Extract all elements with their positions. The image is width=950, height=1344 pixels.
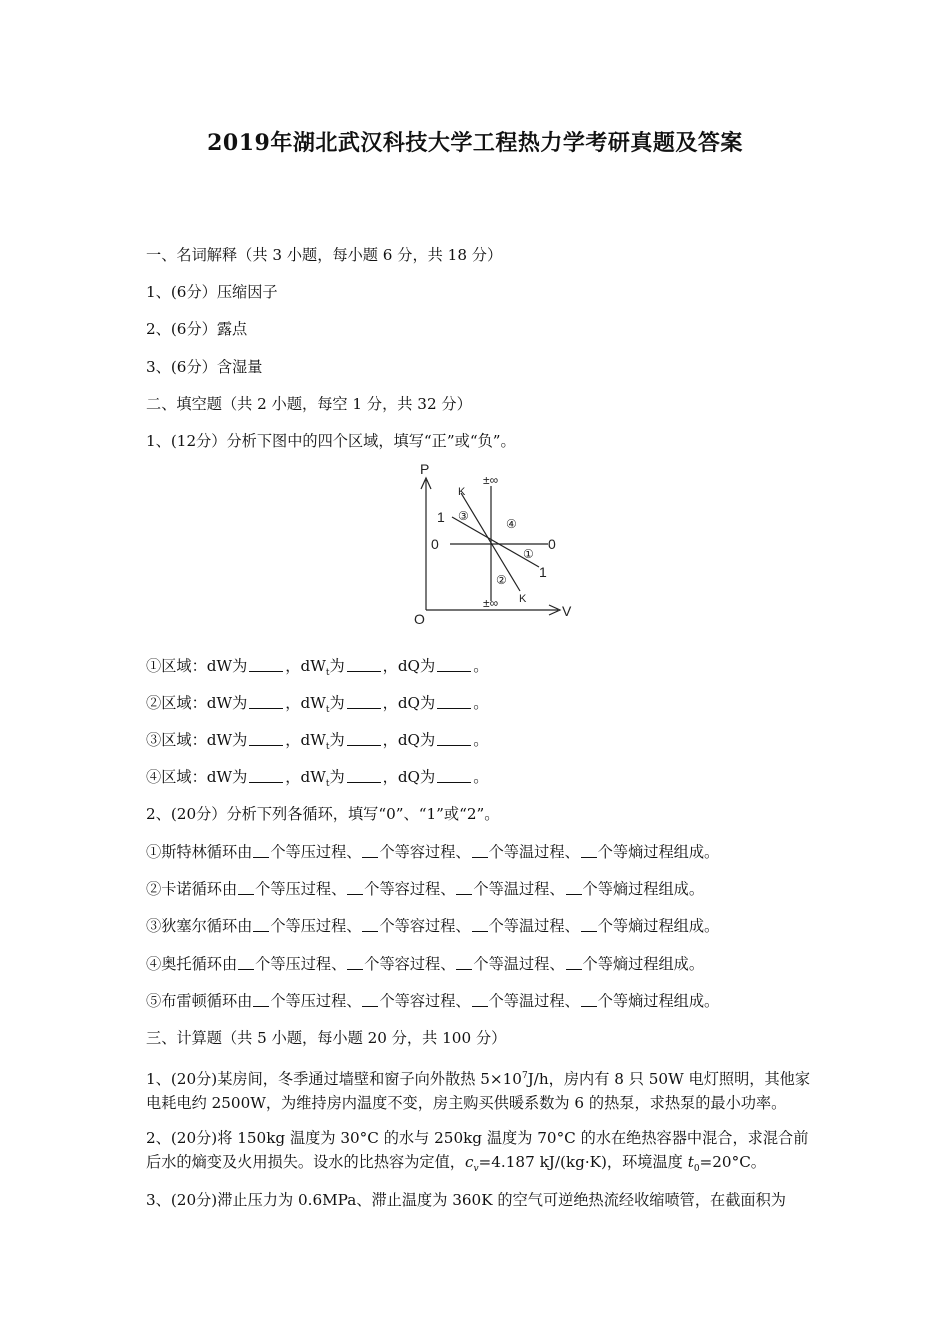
isothermal-blank[interactable] [472, 992, 488, 1007]
dw-blank[interactable] [249, 731, 283, 746]
dw-suffix: 为 [232, 768, 248, 786]
cycle-name: ②卡诺循环由 [146, 880, 238, 898]
calc-problem-3: 3、(20分)滞止压力为 0.6MPa、滞止温度为 360K 的空气可逆绝热流经收缩喷管，在截面积为 [146, 1191, 786, 1209]
isentropic-text: 个等熵过程组成。 [582, 880, 704, 898]
dw-suffix: 为 [232, 694, 248, 712]
section2-question-1: 1、(12分）分析下图中的四个区域，填写“正”或“负”。 [146, 432, 516, 450]
cycle-name: ④奥托循环由 [146, 955, 238, 973]
cycle-row-5 [146, 990, 719, 1012]
cycle-name: ⑤布雷顿循环由 [146, 992, 253, 1010]
dw-symbol: dW [206, 694, 233, 712]
isentropic-text: 个等熵过程组成。 [597, 917, 720, 935]
region-row-label: ③区域： [146, 731, 207, 749]
isentropic-text: 个等熵过程组成。 [582, 955, 704, 973]
isentropic-blank[interactable] [581, 843, 597, 858]
dq-blank[interactable] [437, 768, 471, 783]
dq-blank[interactable] [437, 694, 471, 709]
region-row-label: ①区域： [146, 657, 207, 675]
dq-symbol: dQ [397, 768, 420, 786]
region-row-label: ④区域： [146, 768, 207, 786]
problem-2-text-end: =20°C。 [699, 1153, 766, 1171]
dwt-subscript: t [325, 779, 330, 790]
isochoric-blank[interactable] [362, 992, 378, 1007]
isothermal-blank[interactable] [456, 880, 472, 895]
isothermal-text: 个等温过程、 [488, 992, 580, 1010]
region-1-label: ① [523, 547, 534, 561]
section2-question-2: 2、(20分）分析下列各循环，填写“0”、“1”或“2”。 [146, 805, 500, 823]
row-end: 。 [473, 657, 489, 675]
isochoric-text: 个等容过程、 [364, 880, 456, 898]
isentropic-blank[interactable] [581, 917, 597, 932]
top-infinity-label: ±∞ [483, 473, 499, 487]
problem-2-text-a: 2、(20分)将 150kg 温度为 30°C 的水与 250kg 温度为 70°C 的水在绝热容器中混合，求混合前后水的熵变及火用损失。设水的比热容为定值， [146, 1129, 809, 1171]
isothermal-text: 个等温过程、 [488, 843, 580, 861]
cycle-row-4 [146, 953, 704, 975]
isothermal-blank[interactable] [456, 955, 472, 970]
origin-label: O [414, 611, 425, 627]
isobaric-text: 个等压过程、 [255, 955, 347, 973]
dw-blank[interactable] [249, 694, 283, 709]
dwt-symbol: dW [300, 731, 326, 749]
dwt-suffix: 为 [329, 694, 345, 712]
isentropic-blank[interactable] [566, 880, 582, 895]
dq-suffix: 为 [420, 731, 436, 749]
dwt-subscript: t [325, 668, 330, 679]
section1-item-2: 2、(6分）露点 [146, 320, 248, 338]
region-row-1: ①区域：dW为 ，$dW_t$为 ，dQ为 。 [146, 657, 489, 679]
dwt-suffix: 为 [329, 657, 345, 675]
pv-diagram [400, 458, 580, 628]
cycle-name: ①斯特林循环由 [146, 843, 253, 861]
isobaric-blank[interactable] [238, 880, 254, 895]
dw-symbol: dW [206, 768, 233, 786]
problem-1-exponent: 7 [521, 1071, 528, 1081]
isentropic-text: 个等熵过程组成。 [597, 992, 720, 1010]
isothermal-text: 个等温过程、 [473, 880, 565, 898]
isochoric-text: 个等容过程、 [379, 992, 471, 1010]
isobaric-text: 个等压过程、 [270, 843, 362, 861]
region-3-label: ③ [458, 509, 469, 523]
dwt-symbol: dW [300, 768, 326, 786]
problem-1-text-a: 1、(20分)某房间，冬季通过墙壁和窗子向外散热 5×10 [146, 1070, 522, 1089]
page-title: 2019年湖北武汉科技大学工程热力学考研真题及答案 [207, 130, 743, 156]
zero-right-label: 0 [548, 536, 556, 552]
isothermal-text: 个等温过程、 [473, 955, 565, 973]
cycle-row-3 [146, 915, 719, 937]
isobaric-blank[interactable] [253, 917, 269, 932]
problem-2-c-subscript: v [473, 1164, 479, 1175]
dwt-suffix: 为 [329, 768, 345, 786]
calc-problem-1 [146, 1064, 822, 1115]
dq-blank[interactable] [437, 731, 471, 746]
section3-heading: 三、计算题（共 5 小题，每小题 20 分，共 100 分） [146, 1029, 507, 1047]
section1-item-3: 3、(6分）含湿量 [146, 358, 263, 376]
v-axis-label: V [562, 603, 572, 619]
k-top-label: K [458, 486, 466, 498]
dwt-blank[interactable] [347, 657, 381, 672]
section2-heading: 二、填空题（共 2 小题，每空 1 分，共 32 分） [146, 395, 472, 413]
cycle-row-2 [146, 878, 704, 900]
region-4-label: ④ [506, 517, 517, 531]
isobaric-blank[interactable] [253, 843, 269, 858]
dwt-symbol: dW [300, 694, 326, 712]
row-end: 。 [473, 694, 489, 712]
cycle-row-1 [146, 841, 719, 863]
section1-heading: 一、名词解释（共 3 小题，每小题 6 分，共 18 分） [146, 246, 503, 264]
region-row-4: ④区域：dW为 ，$dW_t$为 ，dQ为 。 [146, 768, 489, 790]
dwt-subscript: t [325, 705, 330, 716]
bottom-infinity-label: ±∞ [483, 596, 499, 610]
dw-blank[interactable] [249, 657, 283, 672]
one-right-label: 1 [539, 564, 547, 580]
isothermal-text: 个等温过程、 [488, 917, 580, 935]
dwt-blank[interactable] [347, 731, 381, 746]
dq-suffix: 为 [420, 694, 436, 712]
isochoric-text: 个等容过程、 [379, 917, 471, 935]
isochoric-blank[interactable] [347, 880, 363, 895]
dw-symbol: dW [206, 657, 233, 675]
dwt-symbol: dW [300, 657, 326, 675]
isobaric-blank[interactable] [238, 955, 254, 970]
one-left-label: 1 [437, 509, 445, 525]
section1-item-1: 1、(6分）压缩因子 [146, 283, 278, 301]
calc-problem-2 [146, 1126, 822, 1181]
isochoric-blank[interactable] [347, 955, 363, 970]
region-row-2: ②区域：dW为 ，$dW_t$为 ，dQ为 。 [146, 694, 489, 716]
problem-1-text-b: J/h，房内有 8 只 50W 电灯照明，其他家电耗电约 2500W，为维持房内温度不变，房主购买供暖系数为 6 的热泵，求热泵的最小功率。 [146, 1070, 811, 1113]
isochoric-blank[interactable] [362, 843, 378, 858]
p-axis-label: P [420, 461, 430, 477]
isentropic-text: 个等熵过程组成。 [597, 843, 720, 861]
dq-symbol: dQ [397, 731, 420, 749]
isobaric-text: 个等压过程、 [270, 992, 362, 1010]
dwt-blank[interactable] [347, 694, 381, 709]
dw-symbol: dW [206, 731, 233, 749]
isochoric-text: 个等容过程、 [364, 955, 456, 973]
isobaric-text: 个等压过程、 [270, 917, 362, 935]
dwt-blank[interactable] [347, 768, 381, 783]
isochoric-text: 个等容过程、 [379, 843, 471, 861]
dwt-subscript: t [325, 742, 330, 753]
problem-2-t-symbol: t [687, 1153, 694, 1171]
region-row-3: ③区域：dW为 ，$dW_t$为 ，dQ为 。 [146, 731, 489, 753]
row-end: 。 [473, 768, 489, 786]
dq-suffix: 为 [420, 768, 436, 786]
isothermal-blank[interactable] [472, 917, 488, 932]
row-end: 。 [473, 731, 489, 749]
dq-symbol: dQ [397, 657, 420, 675]
isentropic-blank[interactable] [581, 992, 597, 1007]
dw-suffix: 为 [232, 731, 248, 749]
dq-suffix: 为 [420, 657, 436, 675]
dwt-suffix: 为 [329, 731, 345, 749]
dq-symbol: dQ [397, 694, 420, 712]
isentropic-blank[interactable] [566, 955, 582, 970]
cycle-name: ③狄塞尔循环由 [146, 917, 253, 935]
problem-2-t-subscript: 0 [693, 1164, 700, 1175]
problem-2-c-symbol: c [464, 1153, 474, 1171]
k-bottom-label: K [519, 593, 527, 605]
isobaric-text: 个等压过程、 [255, 880, 347, 898]
dw-suffix: 为 [232, 657, 248, 675]
region-2-label: ② [496, 573, 507, 587]
problem-2-text-b: =4.187 kJ/(kg·K)，环境温度 [478, 1153, 688, 1171]
zero-left-label: 0 [431, 536, 439, 552]
isothermal-blank[interactable] [472, 843, 488, 858]
region-row-label: ②区域： [146, 694, 207, 712]
dw-blank[interactable] [249, 768, 283, 783]
dq-blank[interactable] [437, 657, 471, 672]
isochoric-blank[interactable] [362, 917, 378, 932]
isobaric-blank[interactable] [253, 992, 269, 1007]
